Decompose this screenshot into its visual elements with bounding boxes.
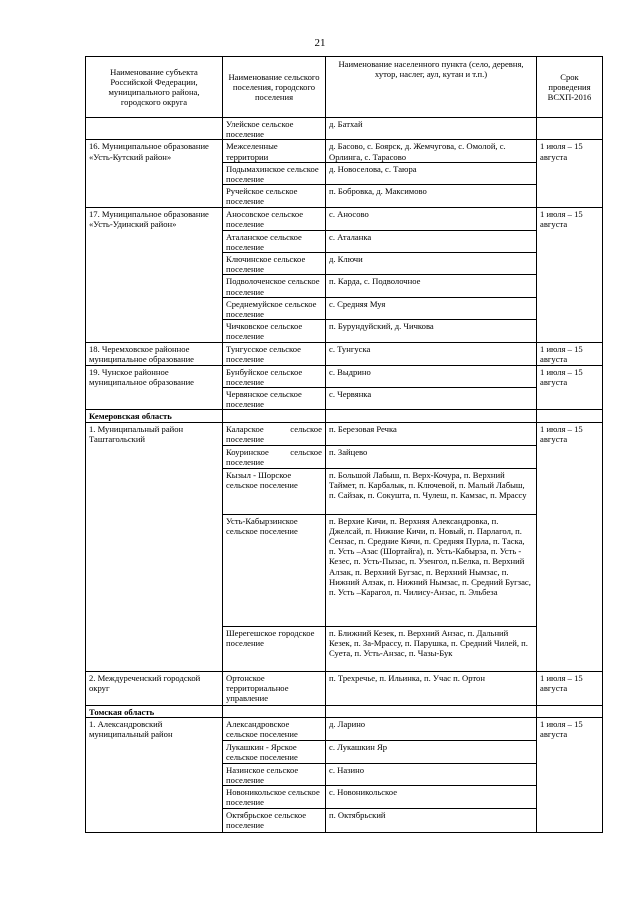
settlement-cell: Ортонское территориальное управление: [223, 671, 326, 705]
settlement-cell: Лукашкин - Ярское сельское поселение: [223, 740, 326, 763]
district-cell: 1. Муниципальный район Таштагольский: [86, 422, 223, 671]
locality-cell: с. Тунгуска: [326, 343, 537, 365]
locality-cell: с. Лукашкин Яр: [326, 740, 537, 763]
table-row: [86, 118, 603, 140]
region-title: Кемеровская область: [86, 410, 223, 422]
settlements-table: [85, 56, 603, 833]
table-row: [86, 343, 603, 365]
settlement-cell: Улейское сельское поселение: [223, 118, 326, 140]
settlement-cell: Подымахинское сельское поселение: [223, 162, 326, 184]
settlement-cell: Чичковское сельское поселение: [223, 320, 326, 343]
locality-cell: д. Новоселова, с. Таюра: [326, 162, 537, 184]
district-cell: 2. Междуреченский городской округ: [86, 671, 223, 705]
locality-cell: с. Средняя Муя: [326, 297, 537, 319]
locality-cell: п. Бурундуйский, д. Чичкова: [326, 320, 537, 343]
locality-cell: п. Березовая Речка: [326, 422, 537, 445]
table-row: [86, 671, 603, 705]
locality-cell: п. Октябрьский: [326, 809, 537, 833]
locality-cell: с. Червянка: [326, 388, 537, 410]
table-row: [86, 207, 603, 230]
locality-cell: п. Верхие Кичи, п. Верхняя Александровка, п. Джелсай, п. Нижние Кичи, п. Новый, п. Парлагол, п. Сензас, п. Средние Кичи, п. Средняя Пурла, п. Таска, п. Усть –Азас (Шортайга), п. Усть-Кабырза, п. Усть - Кезес, п. Усть-Пызас, п. Узенгол, п.Белка, п. Верхний Алзак, п. Верхний Бугзас, п. Верхний Нымзас, п. Нижний Алзак, п. Нижний Нымзас, п. Средний Бугзас, п. Усть –Карагол, п. Чилису-Анзас, п. Эльбеза: [326, 514, 537, 626]
settlement-cell: Ручейское сельское поселение: [223, 185, 326, 207]
header-period: Срок проведения ВСХП-2016: [537, 57, 603, 118]
locality-cell: д. Ларино: [326, 717, 537, 740]
locality-cell: с. Назино: [326, 763, 537, 785]
locality-cell: п. Зайцево: [326, 445, 537, 468]
table-header-row: [86, 57, 603, 118]
locality-cell: п. Бобровка, д. Максимово: [326, 185, 537, 207]
header-settlement: Наименование сельского поселения, городского поселения: [223, 57, 326, 118]
settlement-cell: Октябрьское сельское поселение: [223, 809, 326, 833]
period-cell: 1 июля – 15 августа: [537, 365, 603, 410]
page-number: 21: [314, 37, 326, 49]
table-row: [86, 422, 603, 445]
settlement-cell: Подволоченское сельское поселение: [223, 275, 326, 297]
settlement-cell: Межселенные территории: [223, 140, 326, 162]
header-locality: Наименование населенного пункта (село, деревня, хутор, наслег, аул, кутан и т.п.): [326, 57, 537, 118]
region-row: [86, 410, 603, 422]
locality-cell: с. Аталанка: [326, 230, 537, 252]
locality-cell: п. Ближний Кезек, п. Верхний Анзас, п. Дальний Кезек, п. За-Мрассу, п. Парушка, п. Средний Чилей, п. Суета, п. Усть-Анзас, п. Чазы-Бук: [326, 626, 537, 671]
settlement-cell: Ключинское сельское поселение: [223, 253, 326, 275]
table-row: [86, 717, 603, 740]
region-title: Томская область: [86, 705, 223, 717]
locality-cell: п. Карда, с. Подволочное: [326, 275, 537, 297]
locality-cell: д. Батхай: [326, 118, 537, 140]
district-cell: 19. Чунское районное муниципальное образование: [86, 365, 223, 410]
settlement-cell: Шерегешское городское поселение: [223, 626, 326, 671]
district-cell: 1. Александровский муниципальный район: [86, 717, 223, 832]
locality-cell: п. Большой Лабыш, п. Верх-Кочура, п. Верхний Таймет, п. Карбалык, п. Ключевой, п. Малый Лабыш, п. Сайзак, п. Сокушта, п. Чулеш, п. Камзас, п. Мрассу: [326, 468, 537, 514]
locality-cell: д. Ключи: [326, 253, 537, 275]
settlement-cell: Аносовское сельское поселение: [223, 207, 326, 230]
period-cell: 1 июля – 15 августа: [537, 671, 603, 705]
region-row: [86, 705, 603, 717]
settlement-cell: Червянское сельское поселение: [223, 388, 326, 410]
settlement-cell: Усть-Кабырзинское сельское поселение: [223, 514, 326, 626]
settlement-cell: Бунбуйское сельское поселение: [223, 365, 326, 387]
locality-cell: с. Выдрино: [326, 365, 537, 387]
settlement-cell: Коуринское сельское поселение: [223, 445, 326, 468]
period-cell: 1 июля – 15 августа: [537, 140, 603, 207]
district-cell: 16. Муниципальное образование «Усть-Кутский район»: [86, 140, 223, 207]
settlement-cell: Каларское сельское поселение: [223, 422, 326, 445]
settlement-cell: Тунгусское сельское поселение: [223, 343, 326, 365]
locality-cell: с. Аносово: [326, 207, 537, 230]
header-subject: Наименование субъекта Российской Федерации, муниципального района, городского округа: [86, 57, 223, 118]
period-cell: 1 июля – 15 августа: [537, 343, 603, 365]
district-cell: 17. Муниципальное образование «Усть-Удинский район»: [86, 207, 223, 343]
table-row: [86, 140, 603, 162]
settlement-cell: Кызыл - Шорское сельское поселение: [223, 468, 326, 514]
settlement-cell: Александровское сельское поселение: [223, 717, 326, 740]
period-cell: 1 июля – 15 августа: [537, 207, 603, 343]
period-cell: 1 июля – 15 августа: [537, 717, 603, 832]
settlement-cell: Назинское сельское поселение: [223, 763, 326, 785]
locality-cell: д. Басово, с. Боярск, д. Жемчугова, с. Омолой, с. Орлинга, с. Тарасово: [326, 140, 537, 162]
locality-cell: п. Трехречье, п. Ильинка, п. Учас п. Ортон: [326, 671, 537, 705]
table-row: [86, 365, 603, 387]
district-cell: 18. Черемховское районное муниципальное образование: [86, 343, 223, 365]
settlement-cell: Аталанское сельское поселение: [223, 230, 326, 252]
settlement-cell: Среднемуйское сельское поселение: [223, 297, 326, 319]
period-cell: 1 июля – 15 августа: [537, 422, 603, 671]
locality-cell: с. Новоникольское: [326, 786, 537, 809]
settlement-cell: Новоникольское сельское поселение: [223, 786, 326, 809]
